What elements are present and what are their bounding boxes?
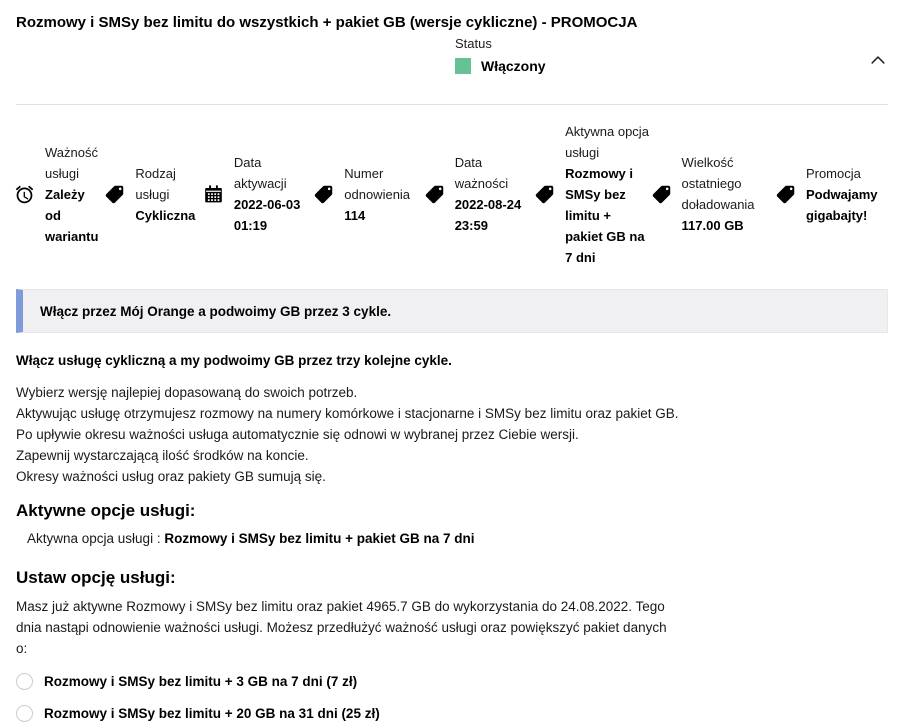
option-label: Rozmowy i SMSy bez limitu + 20 GB na 31 dni (25 zł) (44, 705, 380, 721)
attribute-expiry-date (424, 152, 533, 236)
attribute-service-type (104, 163, 201, 226)
attribute-renewal-number (313, 163, 422, 226)
option-list (16, 671, 888, 723)
attribute-label: Wielkość ostatniego doładowania (681, 155, 755, 212)
tag-icon (104, 184, 125, 205)
attribute-last-topup (651, 152, 774, 236)
set-option-description: Masz już aktywne Rozmowy i SMSy bez limitu oraz pakiet 4965.7 GB do wykorzystania do 24.08.2022. Tego dnia nastąpi odnowienie ważności usługi. Możesz przedłużyć ważność usługi oraz powiększyć pakiet danych o: (16, 599, 667, 656)
attribute-promotion (775, 163, 890, 226)
tag-icon (775, 184, 796, 205)
active-option-value: Rozmowy i SMSy bez limitu + pakiet GB na 7 dni (164, 531, 475, 546)
attribute-validity (14, 142, 103, 247)
description-line: Po upływie okresu ważności usługa automatycznie się odnowi w wybranej przez Ciebie wersji. (16, 427, 579, 442)
service-description (16, 382, 888, 487)
attribute-value: 114 (344, 207, 366, 223)
attribute-label: Data ważności (454, 155, 509, 191)
service-attributes-row (14, 105, 890, 283)
status-indicator-square (455, 58, 471, 74)
attribute-value: Zależy od wariantu (45, 186, 99, 244)
tag-icon (651, 184, 672, 205)
option-label: Rozmowy i SMSy bez limitu + 3 GB na 7 dni (7 zł) (44, 673, 358, 689)
description-line: Aktywując usługę otrzymujesz rozmowy na numery komórkowe i stacjonarne i SMSy bez limitu oraz pakiet GB. (16, 406, 679, 421)
promo-notice-bar (16, 289, 888, 333)
radio-button-icon[interactable] (16, 673, 33, 690)
attribute-value: Podwajamy gigabajty! (805, 186, 878, 223)
attribute-label: Ważność usługi (45, 144, 98, 181)
panel-header (16, 0, 888, 105)
status-row (455, 58, 546, 74)
tag-icon (424, 184, 445, 205)
attribute-label: Numer odnowienia (344, 165, 411, 202)
status-label: Status (455, 36, 492, 51)
intro-headline: Włącz usługę cykliczną a my podwoimy GB przez trzy kolejne cykle. (16, 353, 452, 368)
attribute-label: Rodzaj usługi (135, 165, 176, 202)
attribute-value: Rozmowy i SMSy bez limitu + pakiet GB na 7 dni (565, 165, 645, 265)
option-row-3gb-7days[interactable] (16, 671, 888, 691)
attribute-label: Aktywna opcja usługi (565, 123, 649, 160)
option-row-20gb-31days[interactable] (16, 703, 888, 723)
tag-icon (313, 184, 334, 205)
calendar-icon (203, 184, 224, 205)
set-option-heading: Ustaw opcję usługi: (16, 568, 176, 587)
description-line: Okresy ważności usług oraz pakiety GB sumują się. (16, 469, 326, 484)
status-value: Włączony (481, 58, 546, 74)
attribute-activation-date (203, 152, 312, 236)
active-option-line (27, 531, 888, 546)
description-line: Zapewnij wystarczającą ilość środków na koncie. (16, 448, 309, 463)
radio-button-icon[interactable] (16, 705, 33, 722)
attribute-label: Data aktywacji (233, 155, 287, 191)
attribute-value: 2022-06-03 01:19 (233, 197, 301, 233)
attribute-value: 2022-08-24 23:59 (454, 197, 522, 233)
status-block (455, 36, 546, 74)
tag-icon (534, 184, 555, 205)
active-option-label: Aktywna opcja usługi : (27, 531, 165, 546)
alarm-clock-icon (14, 184, 35, 205)
promo-notice-text: Włącz przez Mój Orange a podwoimy GB przez 3 cykle. (40, 303, 392, 319)
attribute-active-option (534, 121, 649, 268)
attribute-value: 117.00 GB (681, 218, 744, 233)
page-title: Rozmowy i SMSy bez limitu do wszystkich + pakiet GB (wersje cykliczne) - PROMOCJA (16, 14, 638, 31)
description-line: Wybierz wersję najlepiej dopasowaną do swoich potrzeb. (16, 385, 358, 400)
attribute-value: Cykliczna (135, 207, 196, 223)
attribute-label: Promocja (805, 165, 861, 181)
active-options-heading: Aktywne opcje usługi: (16, 501, 196, 520)
collapse-chevron-up-icon[interactable] (868, 50, 888, 70)
